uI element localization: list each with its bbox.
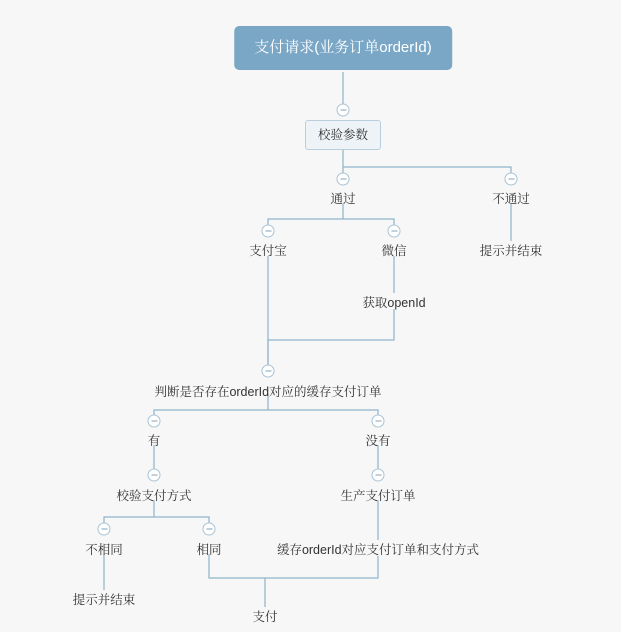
- collapse-toggle-pass-icon[interactable]: [337, 173, 350, 186]
- node-pass[interactable]: 通过: [330, 192, 356, 206]
- collapse-toggle-not-pass-icon[interactable]: [505, 173, 518, 186]
- node-notify-and-end-method[interactable]: 提示并结束: [72, 593, 136, 607]
- node-wechat[interactable]: 微信: [381, 244, 407, 258]
- node-not-pass[interactable]: 不通过: [492, 192, 530, 206]
- collapse-toggle-judge-icon[interactable]: [262, 365, 275, 378]
- node-get-openid[interactable]: 获取openId: [362, 296, 426, 310]
- collapse-toggle-validate-params-icon[interactable]: [337, 104, 350, 117]
- collapse-toggle-wechat-icon[interactable]: [388, 225, 401, 238]
- node-cache-order-and-method[interactable]: 缓存orderId对应支付订单和支付方式: [276, 543, 480, 557]
- node-same[interactable]: 相同: [196, 543, 222, 557]
- node-not-same[interactable]: 不相同: [85, 543, 123, 557]
- node-no-cache[interactable]: 没有: [365, 434, 391, 448]
- node-pay[interactable]: 支付: [252, 610, 278, 624]
- node-judge-cached-order[interactable]: 判断是否存在orderId对应的缓存支付订单: [154, 385, 382, 399]
- collapse-toggle-verify-pay-method-icon[interactable]: [148, 469, 161, 482]
- node-create-pay-order[interactable]: 生产支付订单: [340, 489, 416, 503]
- node-payment-request[interactable]: 支付请求(业务订单orderId): [234, 26, 452, 70]
- collapse-toggle-not-same-icon[interactable]: [98, 523, 111, 536]
- collapse-toggle-alipay-icon[interactable]: [262, 225, 275, 238]
- node-verify-pay-method[interactable]: 校验支付方式: [116, 489, 192, 503]
- node-alipay[interactable]: 支付宝: [249, 244, 287, 258]
- collapse-toggle-same-icon[interactable]: [203, 523, 216, 536]
- collapse-toggle-no-cache-icon[interactable]: [372, 415, 385, 428]
- collapse-toggle-create-pay-order-icon[interactable]: [372, 469, 385, 482]
- node-notify-and-end-validate[interactable]: 提示并结束: [479, 244, 543, 258]
- node-has-cache[interactable]: 有: [147, 434, 161, 448]
- node-validate-params[interactable]: 校验参数: [305, 120, 381, 150]
- collapse-toggle-has-cache-icon[interactable]: [148, 415, 161, 428]
